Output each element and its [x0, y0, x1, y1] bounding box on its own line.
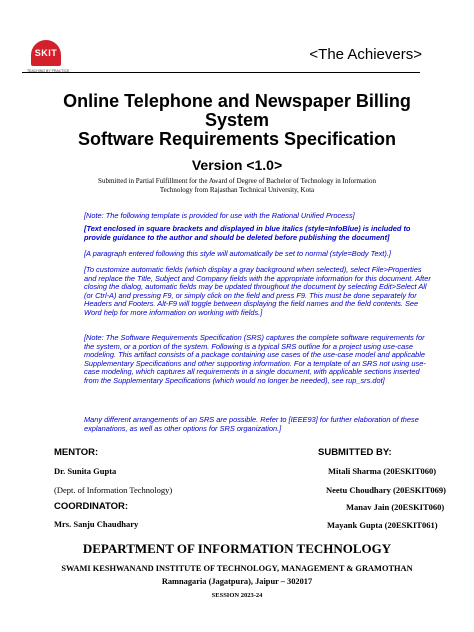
- template-note: [Note: The Software Requirements Specification (SRS) captures the complete software requirements for the system, or a portion of the system. Following is a typical SRS outline for a project using use-case modeling. This artifact consists of a package containing use cases of the use-case model and applicable Supplementary Specifications and other supporting information. For a template of an SRS not using use-case modeling, which captures all requirements in a single document, with applicable sections inserted from the Supplementary Specifications (which would no longer be needed), see rup_srs.dot]: [84, 333, 426, 385]
- version-label: Version <1.0>: [191, 157, 283, 173]
- template-note: [To customize automatic fields (which display a gray background when selected), select File>Properties and replace the Title, Subject and Company fields with the appropriate information for this document. After closing the dialog, automatic fields may be updated throughout the document by selecting Edit>Select All (or Ctrl-A) and pressing F9, or simply click on the field and press F9. This must be done separately for Headers and Footers. Alt-F9 will toggle between displaying the field names and the field contents. See Word help for more information on working with fields.]: [84, 265, 431, 317]
- template-note: [A paragraph entered following this style will automatically be set to normal (style=Body Text).]: [84, 249, 391, 258]
- session-label: SESSION 2023-24: [211, 592, 263, 599]
- student-name: Neetu Choudhary (20ESKIT069): [326, 485, 446, 495]
- mentor-heading: MENTOR:: [54, 447, 99, 458]
- student-name: Mitali Sharma (20ESKIT060): [328, 466, 437, 476]
- team-name: <The Achievers>: [309, 46, 422, 63]
- institute-address: Ramnagaria (Jagatpura), Jaipur – 302017: [161, 577, 313, 586]
- logo-text: SKIT: [34, 48, 58, 58]
- student-name: Mayank Gupta (20ESKIT061): [327, 520, 438, 530]
- submission-statement-line-1: Submitted in Partial Fulfillment for the Award of Degree of Bachelor of Technology in Information: [98, 177, 376, 185]
- template-note: [Note: The following template is provided for use with the Rational Unified Process]: [84, 211, 355, 220]
- document-subtitle: Software Requirements Specification: [77, 129, 397, 149]
- template-note: Many different arrangements of an SRS are possible. Refer to [IEEE93] for further elaboration of these explanations, as well as other options for SRS organization.]: [84, 415, 419, 433]
- mentor-department: (Dept. of Information Technology): [54, 485, 173, 495]
- template-note: [Text enclosed in square brackets and displayed in blue italics (style=InfoBlue) is included to provide guidance to the author and should be deleted before publishing the document]: [84, 224, 411, 242]
- submitted-by-heading: SUBMITTED BY:: [318, 447, 392, 458]
- logo-emblem: [31, 40, 61, 66]
- mentor-name: Dr. Sunita Gupta: [54, 466, 117, 476]
- submission-statement-line-2: Technology from Rajasthan Technical University, Kota: [159, 186, 315, 194]
- document-title-line-2: System: [204, 110, 270, 130]
- institute-name: SWAMI KESHWANAND INSTITUTE OF TECHNOLOGY, MANAGEMENT & GRAMOTHAN: [61, 564, 413, 573]
- skit-logo: [27, 38, 70, 82]
- logo-tagline: TEACHING BY PRACTICE: [27, 69, 70, 73]
- student-name: Manav Jain (20ESKIT060): [346, 502, 445, 512]
- department-name: DEPARTMENT OF INFORMATION TECHNOLOGY: [82, 541, 392, 556]
- coordinator-name: Mrs. Sanju Chaudhary: [54, 519, 139, 529]
- header-divider: [22, 72, 420, 73]
- coordinator-heading: COORDINATOR:: [54, 501, 129, 512]
- document-title-line-1: Online Telephone and Newspaper Billing: [63, 91, 411, 111]
